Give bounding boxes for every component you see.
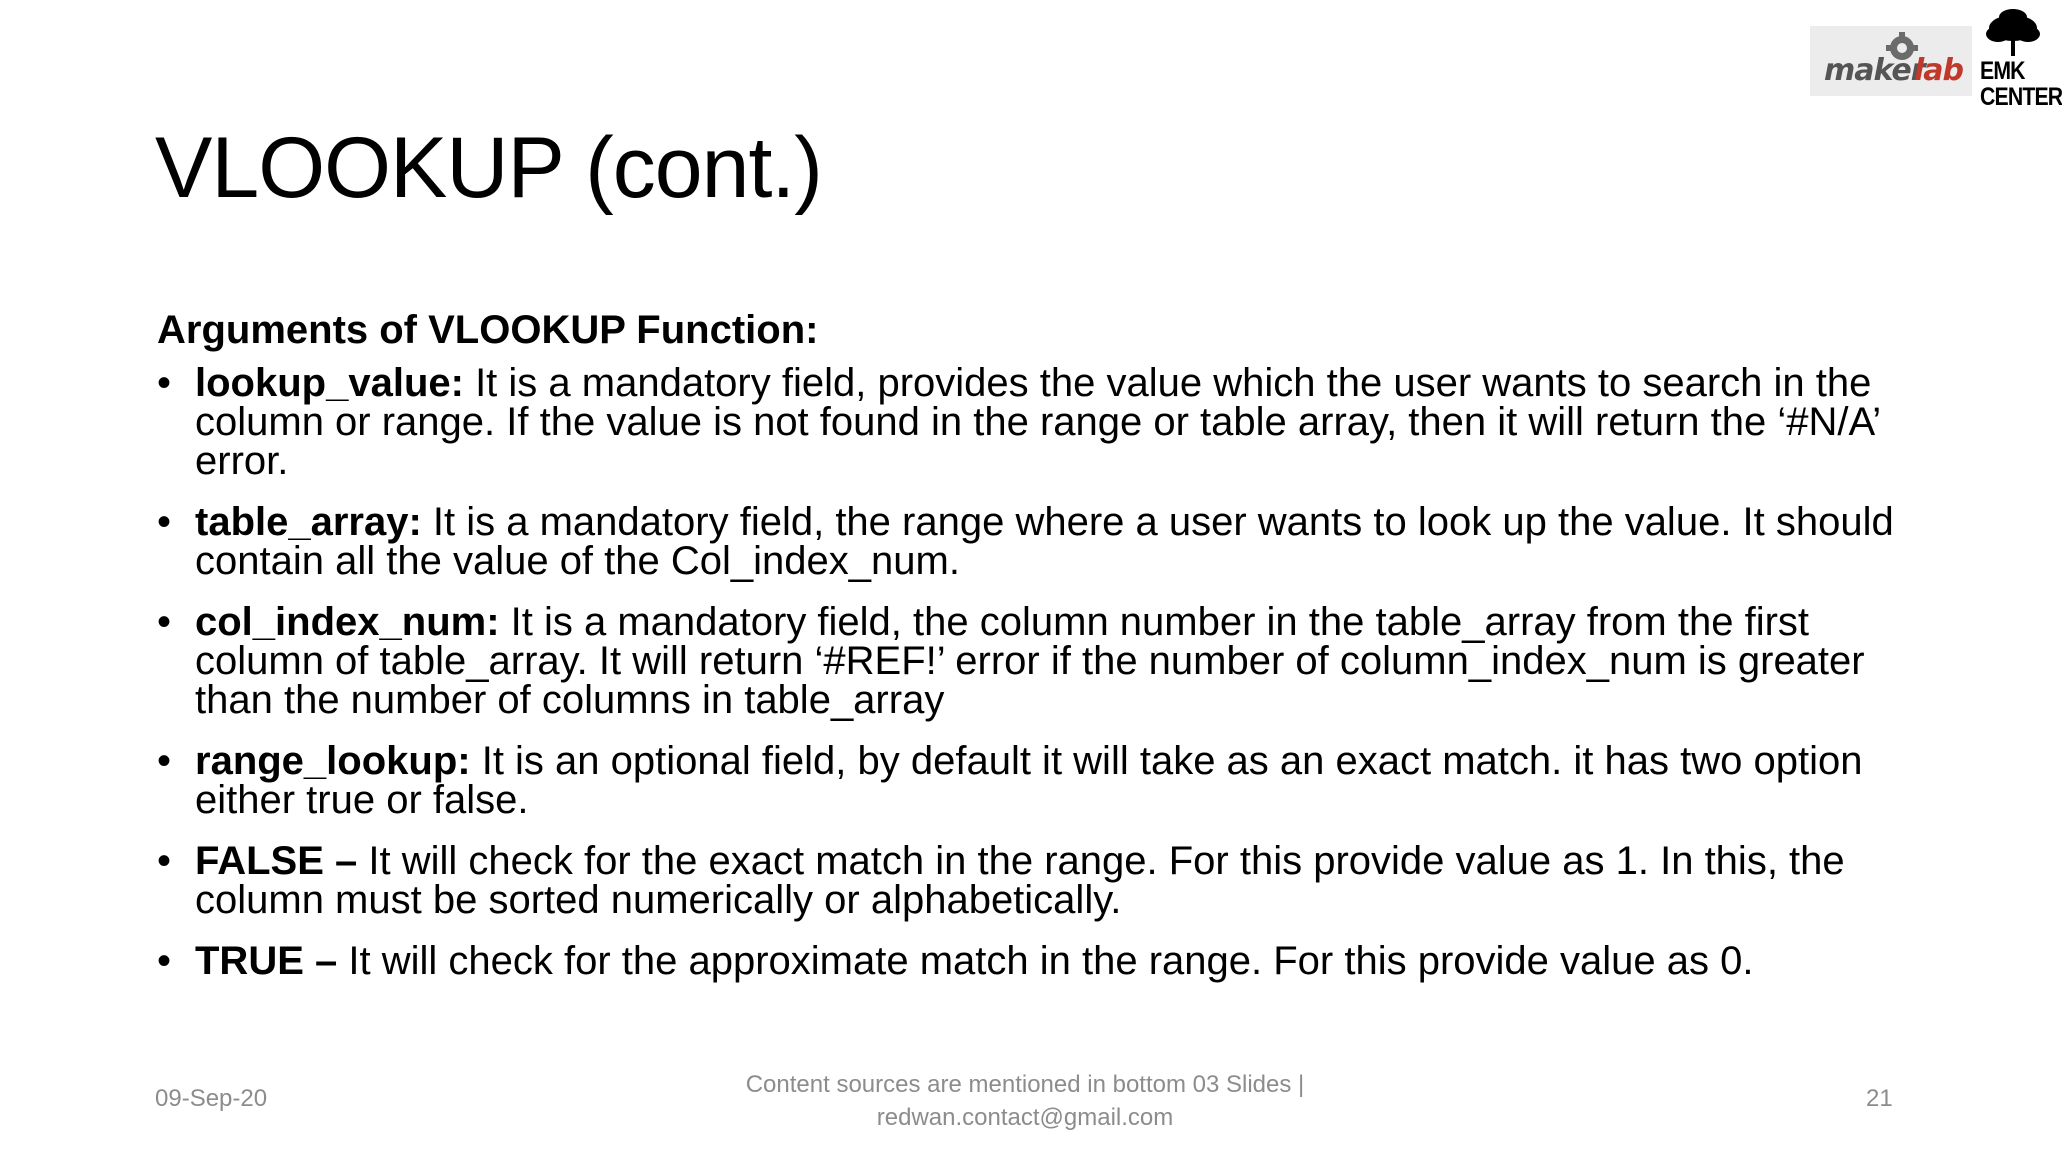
section-heading: Arguments of VLOOKUP Function: bbox=[157, 308, 819, 352]
emk-line-1: EMK bbox=[1980, 57, 2025, 85]
bullet-text: It is a mandatory field, the column number in the table_array from the first column of table_array. It will return ‘#REF!’ error if the number of column_index_num is greater than the number of columns in table_array bbox=[195, 600, 1865, 722]
footer-sources bbox=[720, 1068, 1330, 1134]
emk-center-logo bbox=[1978, 8, 2062, 120]
slide-title-suffix: (cont.) bbox=[562, 120, 822, 216]
bullet-text: It will check for the approximate match in the range. For this provide value as 0. bbox=[337, 939, 1754, 983]
emk-line-2: CENTER bbox=[1980, 83, 2062, 111]
bullet-term: table_array: bbox=[195, 500, 422, 544]
bullet-lookup-value bbox=[157, 361, 1897, 483]
bullet-dot: • bbox=[157, 361, 172, 405]
footer-sources-line-1: Content sources are mentioned in bottom 03 Slides | bbox=[745, 1071, 1305, 1098]
footer-sources-line-2: redwan.contact@gmail.com bbox=[876, 1104, 1174, 1131]
bullet-table-array bbox=[157, 500, 1897, 583]
bullet-false bbox=[157, 839, 1897, 922]
bullet-text: It is an optional field, by default it will take as an exact match. it has two option either true or false. bbox=[195, 739, 1863, 822]
bullet-term: FALSE – bbox=[195, 839, 358, 883]
bullet-list bbox=[157, 361, 1897, 1003]
bullet-dot: • bbox=[157, 839, 172, 883]
svg-text:maker: maker bbox=[1824, 53, 1925, 88]
bullet-dot: • bbox=[157, 939, 172, 983]
bullet-dot: • bbox=[157, 600, 172, 644]
bullet-text: It will check for the exact match in the range. For this provide value as 1. In this, the column must be sorted numerically or alphabetically. bbox=[195, 839, 1845, 922]
footer-date: 09-Sep-20 bbox=[155, 1085, 268, 1112]
bullet-term: TRUE – bbox=[195, 939, 338, 983]
bullet-range-lookup bbox=[157, 739, 1897, 822]
page-number: 21 bbox=[1866, 1085, 1893, 1112]
bullet-dot: • bbox=[157, 500, 172, 544]
bullet-text: It is a mandatory field, provides the value which the user wants to search in the column or range. If the value is not found in the range or table array, then it will return the ‘#N/A’ error. bbox=[195, 361, 1880, 483]
bullet-text: It is a mandatory field, the range where a user wants to look up the value. It should contain all the value of the Col_index_num. bbox=[195, 500, 1894, 583]
bullet-col-index-num bbox=[157, 600, 1897, 722]
makerlab-logo bbox=[1810, 26, 1972, 96]
bullet-term: col_index_num: bbox=[195, 600, 500, 644]
tree-icon bbox=[1978, 8, 2048, 58]
bullet-true bbox=[157, 939, 1897, 983]
bullet-dot: • bbox=[157, 739, 172, 783]
emk-center-wordmark bbox=[1980, 58, 2062, 110]
bullet-term: range_lookup: bbox=[195, 739, 471, 783]
bullet-term: lookup_value: bbox=[195, 361, 464, 405]
slide-title bbox=[155, 118, 822, 218]
slide-title-main: VLOOKUP bbox=[155, 120, 563, 216]
makerlab-logo-graphic bbox=[1810, 26, 1972, 96]
svg-text:lab: lab bbox=[1914, 53, 1964, 88]
